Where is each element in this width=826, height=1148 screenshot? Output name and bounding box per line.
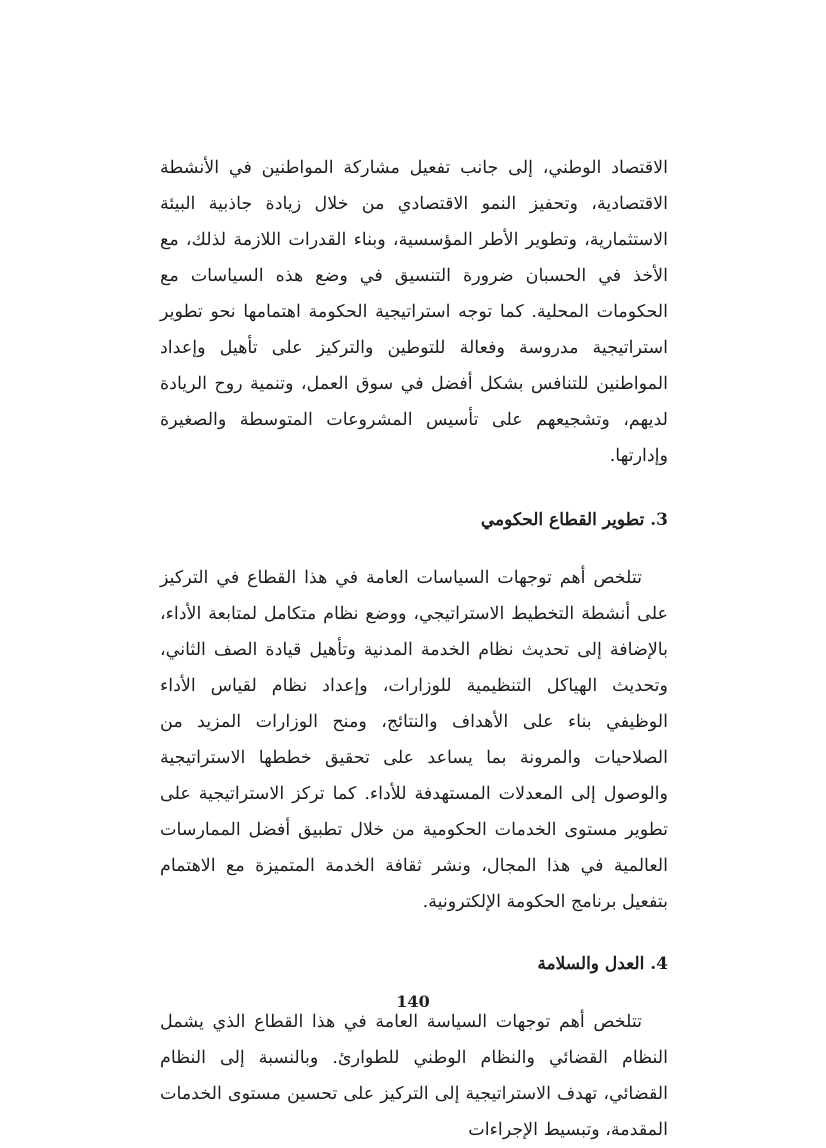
section-heading-justice-safety: 4. العدل والسلامة xyxy=(537,954,668,974)
page-number: 140 xyxy=(396,992,430,1011)
section-heading-government-development: 3. تطوير القطاع الحكومي xyxy=(480,510,668,530)
paragraph-government-development: تتلخص أهم توجهات السياسات العامة في هذا القطاع في التركيز على أنشطة التخطيط الاستراتيجي، ووضع نظام متكامل لمتابعة الأداء، بالإضافة إلى تحديث نظام الخدمة المدنية وتأهيل قيادة الصف الثاني، وتحديث الهياكل التنظيمية للوزارات، وإعداد نظام لقياس الأداء الوظيفي بناء على الأهداف والنتائج، ومنح الوزارات المزيد من الصلاحيات والمرونة بما يساعد على تحقيق خططها الاستراتيجية والوصول إلى المعدلات المستهدفة للأداء. كما تركز الاستراتيجية على تطوير مستوى الخدمات الحكومية من خلال تطبيق أفضل الممارسات العالمية في هذا المجال، ونشر ثقافة الخدمة المتميزة مع الاهتمام بتفعيل برنامج الحكومة الإلكترونية. xyxy=(160,568,668,912)
paragraph-justice-safety: تتلخص أهم توجهات السياسة العامة في هذا القطاع الذي يشمل النظام القضائي والنظام الوطني للطوارئ. وبالنسبة إلى النظام القضائي، تهدف الاستراتيجية إلى التركيز على تحسين مستوى الخدمات المقدمة، وتبسيط الإجراءات xyxy=(160,1012,668,1140)
paragraph-economy: الاقتصاد الوطني، إلى جانب تفعيل مشاركة المواطنين في الأنشطة الاقتصادية، وتحفيز النمو الاقتصادي من خلال زيادة جاذبية البيئة الاستثمارية، وتطوير الأطر المؤسسية، وبناء القدرات اللازمة لذلك، مع الأخذ في الحسبان ضرورة التنسيق في وضع هذه السياسات مع الحكومات المحلية. كما توجه استراتيجية الحكومة اهتمامها نحو تطوير استراتيجية مدروسة وفعالة للتوطين والتركيز على تأهيل وإعداد المواطنين للتنافس بشكل أفضل في سوق العمل، وتنمية روح الريادة لديهم، وتشجيعهم على تأسيس المشروعات المتوسطة والصغيرة وإدارتها. xyxy=(160,158,668,466)
